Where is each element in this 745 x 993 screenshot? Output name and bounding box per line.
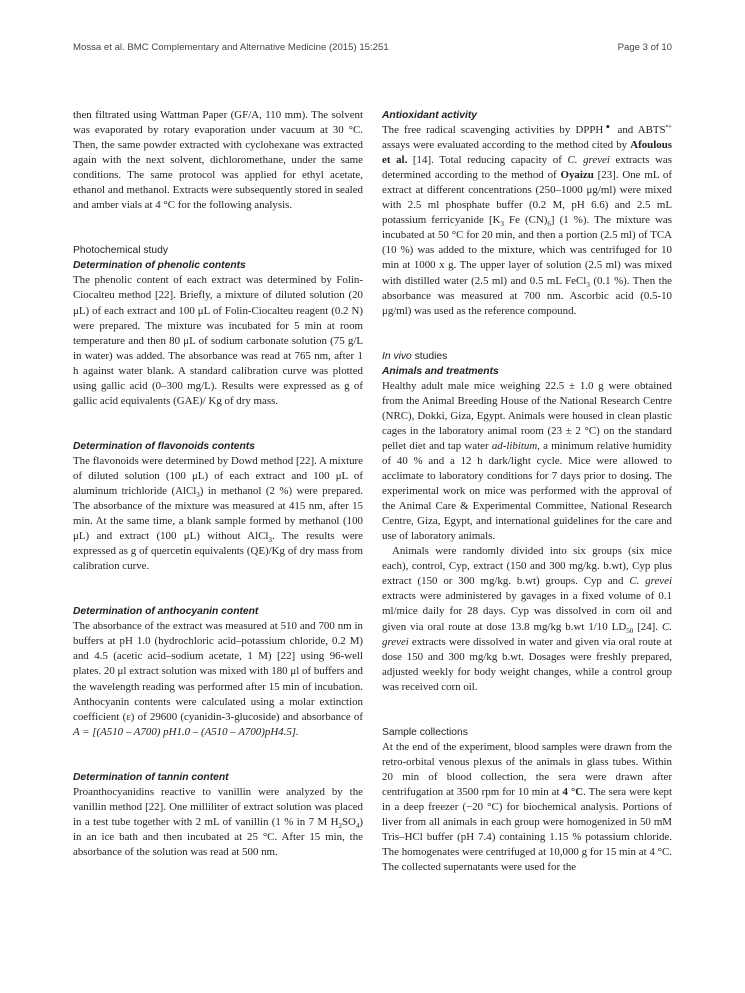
phenolic-heading: Determination of phenolic contents bbox=[73, 260, 246, 272]
sample-heading: Sample collections bbox=[382, 726, 468, 738]
phenolic-paragraph: The phenolic content of each extract was determined by Folin-Ciocalteu method [22]. Briefly, a mixture of diluted solution (20 μL) of each extract and 100 μL of Folin-Ciocalteu reagent (0.2 N) were prepared. The mixture was incubated for 5 min at room temperature and then 80 μL of sodium carbonate solution (75 g/L in water) was added. The absorbance was read at 765 nm, after 1 h against water blank. A standard calibration curve was plotted using gallic acid (0–300 mg/L). Results were expressed as g of gallic acid equivalents (GAE)/ Kg of dry mass. bbox=[73, 274, 363, 407]
flavonoid-heading: Determination of flavonoids contents bbox=[73, 440, 255, 452]
citation-header: Mossa et al. BMC Complementary and Alternative Medicine (2015) 15:251 bbox=[73, 42, 389, 53]
anthocyanin-paragraph: The absorbance of the extract was measured at 510 and 700 nm in buffers at pH 1.0 (hydrochloric acid–potassium chloride, 0.2 M) and 4.5 (acetic acid–sodium acetate, 1 M) [22] using 96-well plates. 20 μl extract solution was mixed with 180 μl of buffers and the wavelength reading was performed after 15 min of incubation. Anthocyanin contents were calculated using a molar extinction coefficient (ε) of 29600 (cyanidin-3-glucoside) and absorbance of A = [(A510 – A700) pH1.0 – (A510 – A700)pH4.5]. bbox=[73, 620, 363, 738]
groups-paragraph: Animals were randomly divided into six groups (six mice each), control, Cyp, extract (150 and 300 mg/kg. b.wt), Cyp plus extract (150 or 300 mg/kg. b.wt) groups. Cyp and C. grevei extracts were administered by gavages in a fixed volume of 0.1 ml/mice daily for 28 days. Cyp was dissolved in corn oil and given via oral route at dose 13.8 mg/kg b.wt 1/10 $LD_{50}$ [24]. C. grevei extracts were dissolved in water and given via oral route at dose 150 and 300 mg/kg b.wt. Dosages were freshly prepared, adjusted weekly for body weight changes, while a control group was received corn oil. bbox=[382, 545, 672, 693]
photochem-heading: Photochemical study bbox=[73, 245, 169, 257]
anthocyanin-heading: Determination of anthocyanin content bbox=[73, 606, 259, 618]
tannin-paragraph: Proanthocyanidins reactive to vanillin were analyzed by the vanillin method [22]. One milliliter of extract solution was placed in a test tube together with 2 mL of vanillin (1 % in 7 M $H_2SO_4$) in an ice bath and then incubated at 25 °C. After 15 min, the absorbance of the solution was read at 500 nm. bbox=[73, 785, 363, 858]
page-number: Page 3 of 10 bbox=[617, 42, 672, 53]
antioxidant-paragraph: The free radical scavenging activities by DPPH● and ABTS•+ assays were evaluated according to the method cited by Afoulous et al. [14]. Total reducing capacity of C. grevei extracts was determined according to the method of Oyaizu [23]. One mL of extract at different concentrations (250–1000 μg/ml) were mixed with 2.5 ml phosphate buffer (0.2 M, pH 6.6) and 2.5 mL potassium ferricyanide [$K_3$ Fe $(CN)_6$] (1 %). The mixture was incubated at 50 °C for 20 min, and then a portion (2.5 ml) of TCA (10 %) was added to the mixture, which was centrifuged for 10 min at 1000 x g. The upper layer of solution (2.5 ml) was mixed with distilled water (2.5 ml) and 0.5 mL FeCl$_3$ (0.1 %). Then the absorbance was measured at 700 nm. Ascorbic acid (0.5-10 μg/ml) was used as the reference compound. bbox=[382, 122, 672, 317]
antioxidant-heading: Antioxidant activity bbox=[382, 110, 477, 121]
right-column bbox=[382, 108, 672, 875]
left-column bbox=[73, 108, 363, 860]
flavonoid-paragraph: The flavonoids were determined by Dowd method [22]. A mixture of diluted solution (100 μL) of each extract and 100 μL of aluminum trichloride (AlCl$_3$) in methanol (2 %) were prepared. The absorbance of the mixture was measured at 415 nm, after 15 min. At the same time, a blank sample formed by methanol (100 μL) and extract (100 μL) without AlCl$_3$. The results were expressed as g of quercetin equivalents (QE)/Kg of dry mass from calibration curve. bbox=[73, 454, 363, 573]
intro-paragraph: then filtrated using Wattman Paper (GF/A, 110 mm). The solvent was evaporated by rotary evaporation under vacuum at 30 °C. Then, the same powder extracted with cyclohexane was extracted again with the next solvent, dichloromethane, under the same conditions. The same protocol was applied for ethyl acetate, ethanol and methanol. Extracts were subsequently stored in sealed and amber vials at 4 °C for the following analysis. bbox=[73, 109, 363, 212]
in-vivo-heading: In vivo studies bbox=[382, 350, 448, 362]
anthocyanin-formula: A = [(A510 – A700) pH1.0 – (A510 – A700)pH4.5]. bbox=[73, 725, 299, 738]
running-header bbox=[73, 42, 672, 56]
animals-paragraph: Healthy adult male mice weighing 22.5 ± 1.0 g were obtained from the Animal Breeding House of the National Research Centre (NRC), Dokki, Giza, Egypt. Animals were housed in clean plastic cages in the laboratory animal room (23 ± 2 °C) on the standard pellet diet and tap water ad-libitum, a minimum relative humidity of 40 % and a 12 h dark/light cycle. Mice were allowed to acclimate to laboratory conditions for 7 days prior to dosing. The experimental work on mice was performed with the approval of the Animal Care & Experimental Committee, National Research Centre, Giza, Egypt, and international guidelines for the care and use of laboratory animals. bbox=[382, 379, 672, 543]
sample-paragraph: At the end of the experiment, blood samples were drawn from the retro-orbital venous plexus of the animals in glass tubes. Within 20 min of blood collection, the sera were drawn after centrifugation at 3500 rpm for 10 min at 4 °C. The sera were kept in a deep freezer (−20 °C) for biochemical analysis. Portions of liver from all animals in each group were homogenized in 50 mM Tris–HCl buffer (pH 7.4) containing 1.15 % potassium chloride. The homogenates were centrifuged at 10,000 g for 15 min at 4 °C. The collected supernatants were used for the bbox=[382, 740, 672, 874]
tannin-heading: Determination of tannin content bbox=[73, 771, 229, 783]
animals-heading: Animals and treatments bbox=[382, 365, 499, 377]
